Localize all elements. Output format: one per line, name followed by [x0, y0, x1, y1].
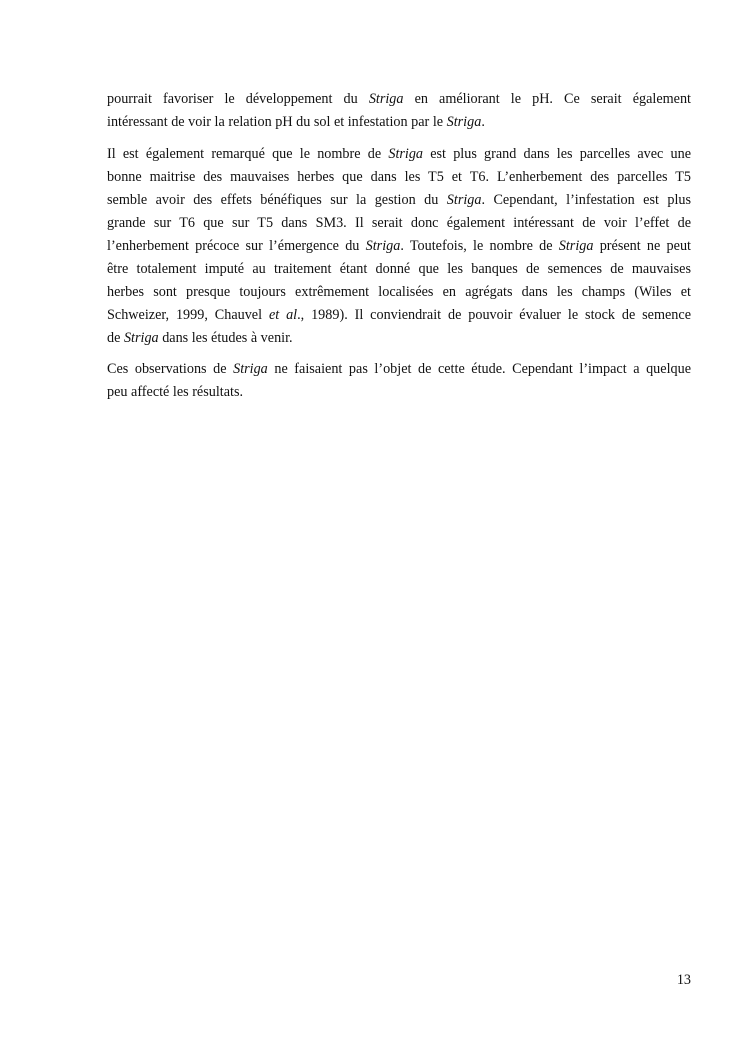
text-run: est plus grand dans les parcelles avec une: [423, 146, 691, 162]
text-run: ., 1989). Il conviendrait de pouvoir évaluer le stock de semence: [297, 307, 691, 323]
text-run: en améliorant le pH. Ce serait également: [403, 91, 691, 107]
text-run: Schweizer, 1999, Chauvel: [107, 307, 269, 323]
body-text: [107, 88, 691, 412]
paragraph-2: [107, 143, 691, 350]
text-run: présent ne peut: [593, 238, 691, 254]
italic-term: Striga: [368, 91, 404, 107]
text-line: [107, 166, 691, 189]
text-run: intéressant de voir la relation pH du sol et infestation par le: [107, 114, 447, 130]
text-line: [107, 281, 691, 304]
text-run: pourrait favoriser le développement du: [107, 91, 369, 107]
text-line: [107, 88, 691, 111]
text-line: [107, 212, 691, 235]
text-line: [107, 258, 691, 281]
text-line: [107, 304, 691, 327]
text-run: l’enherbement précoce sur l’émergence du: [107, 238, 366, 254]
text-run: Il est également remarqué que le nombre de: [107, 146, 389, 162]
text-line: [107, 143, 691, 166]
italic-term: Striga: [123, 330, 159, 346]
text-line: [107, 235, 691, 258]
paragraph-3: [107, 358, 691, 404]
text-run: Ces observations de: [107, 361, 234, 377]
italic-term: et al: [268, 307, 298, 323]
text-run: de: [107, 330, 124, 346]
text-run: bonne maitrise des mauvaises herbes que dans les T5 et T6. L’enherbement des parcelles T5: [107, 169, 691, 185]
text-run: peu affecté les résultats.: [107, 384, 244, 400]
text-run: dans les études à venir.: [158, 330, 293, 346]
italic-term: Striga: [446, 114, 482, 130]
text-run: semble avoir des effets bénéfiques sur la gestion du: [107, 192, 447, 208]
italic-term: Striga: [558, 238, 594, 254]
text-run: ne faisaient pas l’objet de cette étude. Cependant l’impact a quelque: [267, 361, 691, 377]
text-line: [107, 358, 691, 381]
italic-term: Striga: [233, 361, 268, 377]
text-line: [107, 111, 691, 134]
text-run: herbes sont presque toujours extrêmement localisées en agrégats dans les champs (Wiles et: [107, 284, 691, 300]
text-run: grande sur T6 que sur T5 dans SM3. Il serait donc également intéressant de voir l’effet de: [107, 215, 691, 231]
text-line: [107, 327, 691, 350]
page-number: 13: [676, 972, 691, 988]
text-line: [107, 189, 691, 212]
text-run: être totalement imputé au traitement étant donné que les banques de semences de mauvaises: [107, 261, 691, 277]
italic-term: Striga: [365, 238, 401, 254]
paragraph-1: [107, 88, 691, 134]
italic-term: Striga: [446, 192, 482, 208]
italic-term: Striga: [388, 146, 424, 162]
text-run: . Toutefois, le nombre de: [400, 238, 559, 254]
text-line: [107, 381, 691, 404]
text-run: .: [481, 114, 485, 130]
text-run: . Cependant, l’infestation est plus: [481, 192, 692, 208]
